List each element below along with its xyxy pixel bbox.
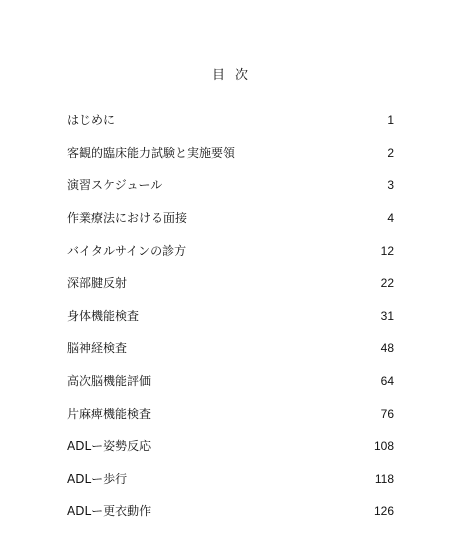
toc-entry-page-number: 118: [374, 471, 394, 486]
toc-entry-title: ADLー更衣動作: [67, 504, 152, 519]
toc-entry: [67, 137, 394, 170]
toc-entry-page-number: 76: [380, 406, 394, 421]
toc-entry-title: 高次脳機能評価: [67, 374, 152, 389]
toc-entry-title: 身体機能検査: [67, 308, 140, 323]
table-of-contents: [67, 104, 394, 528]
toc-entry-page-number: 108: [373, 439, 394, 454]
toc-entry-page-number: 3: [387, 178, 394, 193]
toc-entry-page-number: 2: [387, 145, 394, 160]
toc-entry-title: 作業療法における面接: [67, 211, 188, 226]
toc-entry-title: 客観的臨床能力試験と実施要領: [67, 145, 236, 160]
toc-entry-title: はじめに: [67, 113, 116, 128]
toc-entry: [67, 463, 394, 496]
toc-entry: [67, 365, 394, 398]
toc-entry: [67, 332, 394, 365]
toc-entry-title: ADLー歩行: [67, 471, 128, 486]
toc-entry-title: 片麻痺機能検査: [67, 406, 152, 421]
toc-entry-page-number: 4: [387, 211, 394, 226]
toc-entry-title: 演習スケジュール: [67, 178, 163, 193]
toc-entry-page-number: 1: [387, 113, 394, 128]
toc-entry-page-number: 22: [380, 276, 394, 291]
toc-entry: [67, 300, 394, 333]
toc-entry: [67, 430, 394, 463]
toc-entry: [67, 234, 394, 267]
toc-entry: [67, 104, 394, 137]
toc-entry-page-number: 48: [380, 341, 394, 356]
toc-entry: [67, 267, 394, 300]
toc-entry-title: ADLー姿勢反応: [67, 439, 152, 454]
toc-entry: [67, 202, 394, 235]
toc-entry-page-number: 12: [380, 243, 394, 258]
toc-entry-page-number: 31: [380, 308, 394, 323]
toc-entry-title: バイタルサインの診方: [67, 243, 187, 258]
toc-entry: [67, 495, 394, 528]
toc-entry-title: 脳神経検査: [67, 341, 128, 356]
page-title: 目次: [211, 68, 258, 83]
toc-entry: [67, 397, 394, 430]
toc-entry-page-number: 126: [373, 504, 394, 519]
toc-entry: [67, 169, 394, 202]
toc-entry-page-number: 64: [380, 374, 394, 389]
toc-entry-title: 深部腱反射: [67, 276, 128, 291]
